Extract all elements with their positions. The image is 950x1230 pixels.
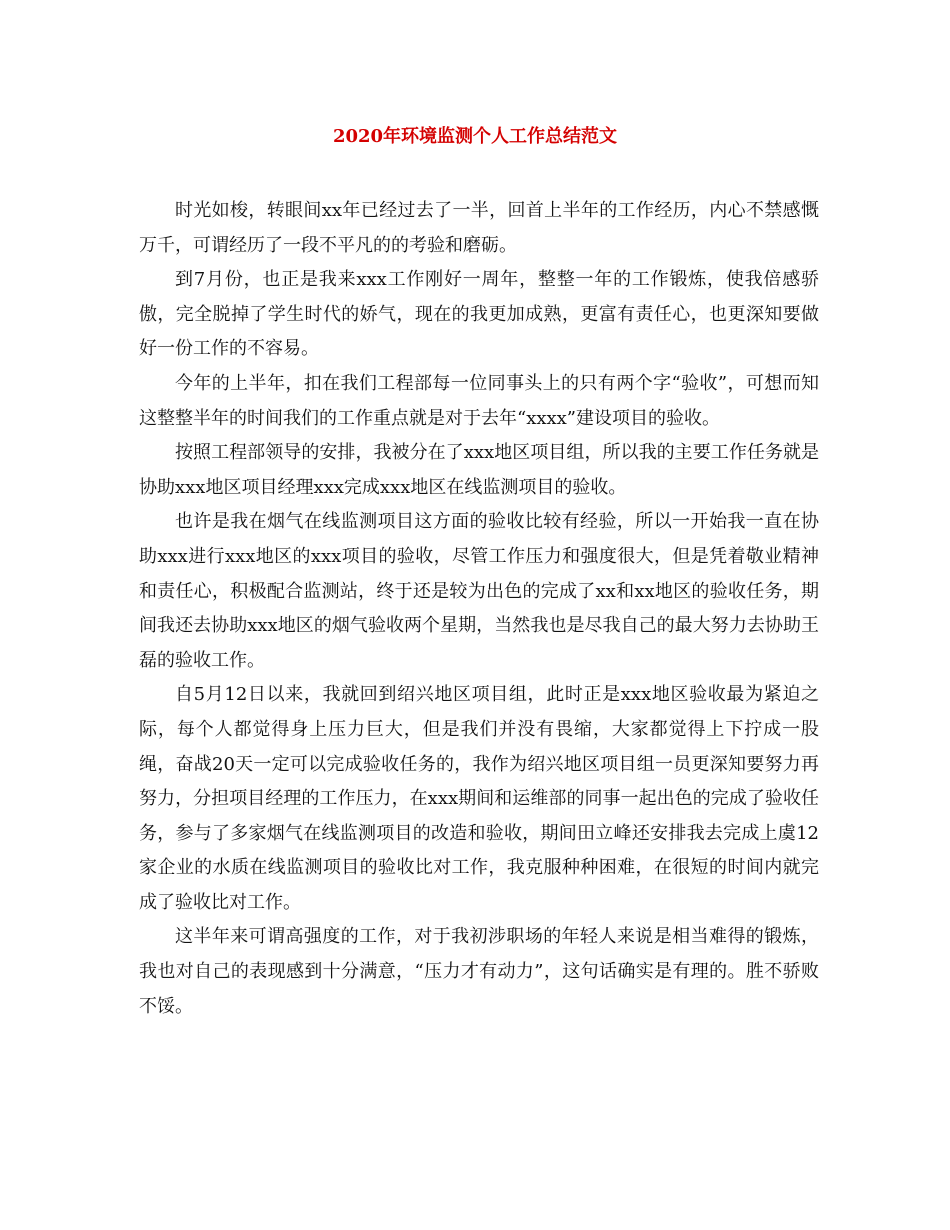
paragraph: 自5月12日以来，我就回到绍兴地区项目组，此时正是xxx地区验收最为紧迫之际，每个人都觉得身上压力巨大，但是我们并没有畏缩，大家都觉得上下拧成一股绳，奋战20天一定可以完成验收任务的，我作为绍兴地区项目组一员更深知要努力再努力，分担项目经理的工作压力，在xxx期间和运维部的同事一起出色的完成了验收任务，参与了多家烟气在线监测项目的改造和验收，期间田立峰还安排我去完成上虞12家企业的水质在线监测项目的验收比对工作，我克服种种困难，在很短的时间内就完成了验收比对工作。	[139, 684, 819, 913]
paragraph: 到7月份，也正是我来xxx工作刚好一周年，整整一年的工作锻炼，使我倍感骄傲，完全脱掉了学生时代的娇气，现在的我更加成熟，更富有责任心，也更深知要做好一份工作的不容易。	[139, 269, 819, 360]
paragraph: 也许是我在烟气在线监测项目这方面的验收比较有经验，所以一开始我一直在协助xxx进行xxx地区的xxx项目的验收，尽管工作压力和强度很大，但是凭着敬业精神和责任心，积极配合监测站，终于还是较为出色的完成了xx和xx地区的验收任务，期间我还去协助xxx地区的烟气验收两个星期，当然我也是尽我自己的最大努力去协助王磊的验收工作。	[139, 511, 819, 671]
document-body	[139, 194, 819, 1024]
document-title: 2020年环境监测个人工作总结范文	[332, 126, 618, 147]
paragraph: 时光如梭，转眼间xx年已经过去了一半，回首上半年的工作经历，内心不禁感慨万千，可谓经历了一段不平凡的的考验和磨砺。	[139, 200, 819, 256]
paragraph: 按照工程部领导的安排，我被分在了xxx地区项目组，所以我的主要工作任务就是协助xxx地区项目经理xxx完成xxx地区在线监测项目的验收。	[139, 442, 819, 498]
paragraph: 这半年来可谓高强度的工作，对于我初涉职场的年轻人来说是相当难得的锻炼，我也对自己的表现感到十分满意，“压力才有动力”，这句话确实是有理的。胜不骄败不馁。	[139, 926, 819, 1017]
paragraph: 今年的上半年，扣在我们工程部每一位同事头上的只有两个字“验收”，可想而知这整整半年的时间我们的工作重点就是对于去年“xxxx”建设项目的验收。	[139, 372, 819, 429]
